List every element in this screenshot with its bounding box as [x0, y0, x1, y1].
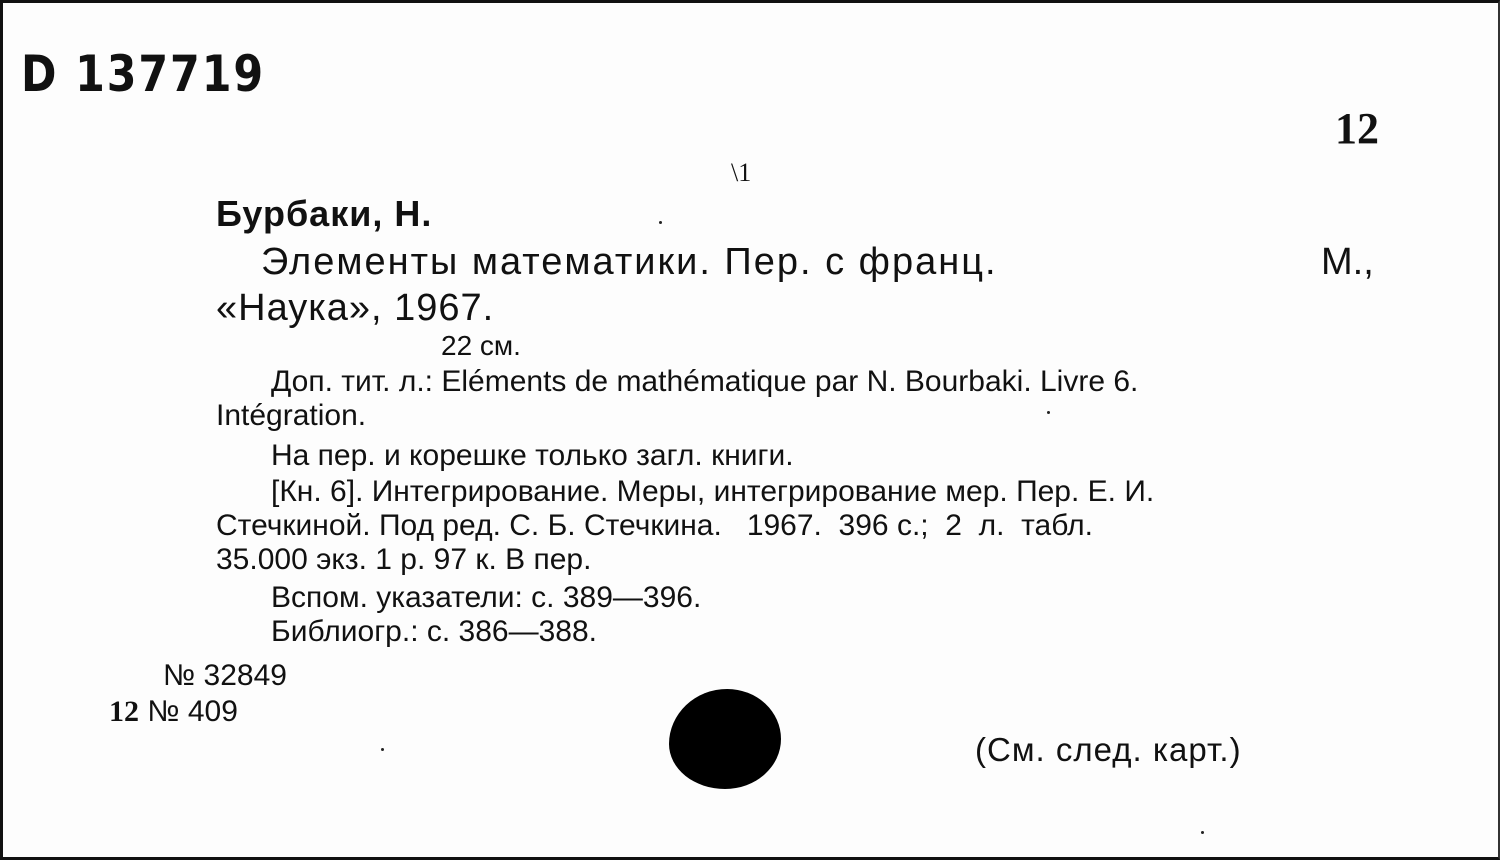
inventory-stamp: D 137719 — [21, 45, 265, 103]
volume-line-1: [Кн. 6]. Интегрирование. Меры, интегрирование мер. Пер. Е. И. — [271, 475, 1155, 508]
title-line-2: «Наука», 1967. — [216, 287, 495, 329]
continued-note: (См. след. карт.) — [975, 731, 1242, 768]
ink-speck — [381, 748, 384, 751]
ink-speck — [1201, 831, 1204, 834]
bibliography-note: Библиогр.: с. 386—388. — [271, 615, 597, 648]
ink-speck — [1047, 411, 1050, 414]
catalog-number-line — [109, 695, 238, 729]
punch-hole — [669, 689, 781, 789]
added-title-line-1: Доп. тит. л.: Eléments de mathématique par N. Bourbaki. Livre 6. — [271, 365, 1139, 398]
added-title-line-2: Intégration. — [216, 399, 367, 432]
author-heading: Бурбаки, Н. — [216, 193, 433, 234]
shelf-mark: 12 — [1335, 104, 1379, 153]
top-mark: \1 — [731, 158, 752, 187]
binding-note: На пер. и корешке только загл. книги. — [271, 439, 794, 472]
accession-number: № 32849 — [163, 659, 287, 692]
volume-line-2: Стечкиной. Под ред. С. Б. Стечкина. 1967. 396 с.; 2 л. табл. — [216, 509, 1093, 542]
book-size: 22 см. — [441, 330, 521, 361]
ink-speck — [659, 221, 662, 224]
volume-line-3: 35.000 экз. 1 р. 97 к. В пер. — [216, 543, 592, 576]
catalog-prefix: 12 — [109, 695, 139, 728]
publication-place: М., — [1321, 241, 1374, 283]
catalog-number: № 409 — [147, 695, 238, 728]
title-line-1: Элементы математики. Пер. с франц. — [261, 241, 998, 283]
index-note: Вспом. указатели: с. 389—396. — [271, 581, 702, 614]
